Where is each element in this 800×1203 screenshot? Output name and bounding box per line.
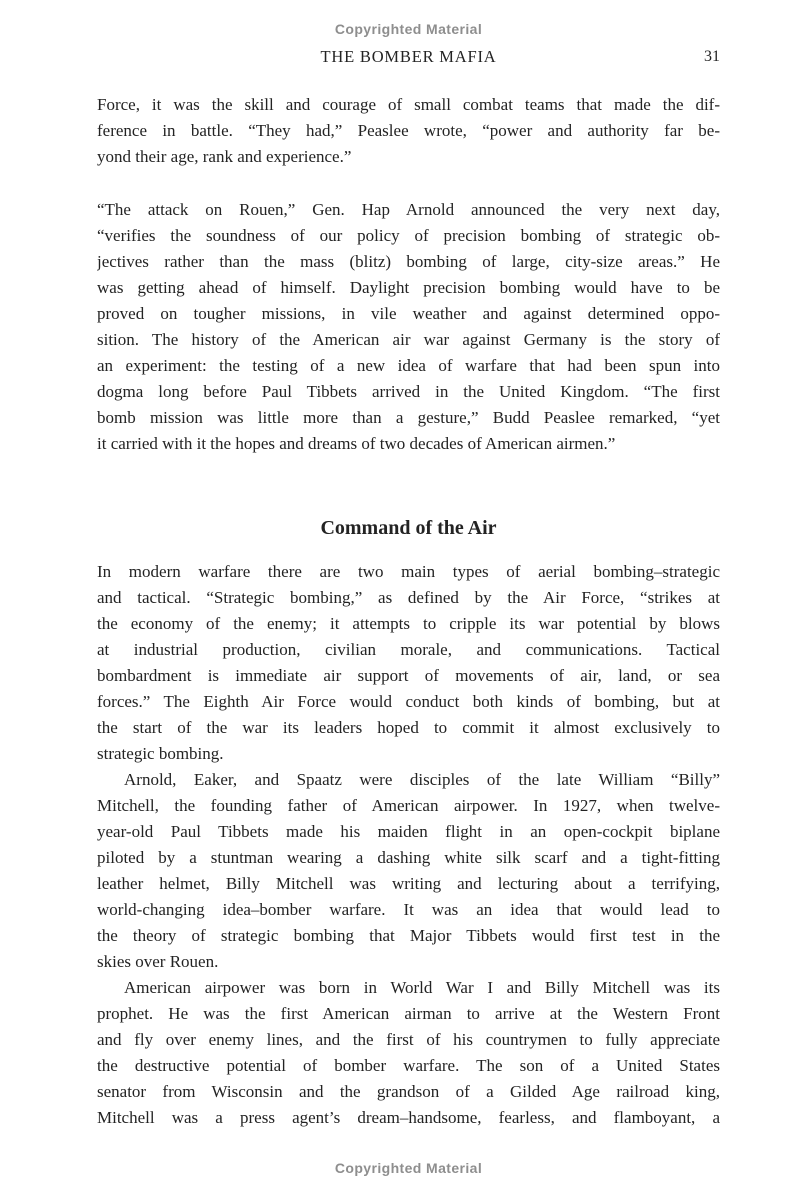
text-line: senator from Wisconsin and the grandson of a Gilded Age railroad king, xyxy=(97,1082,720,1101)
running-header-title: THE BOMBER MAFIA xyxy=(320,47,497,66)
text-line: American airpower was born in World War I and Billy Mitchell was its xyxy=(124,978,720,997)
text-line: ference in battle. “They had,” Peaslee wrote, “power and authority far be- xyxy=(97,121,720,140)
text-line: prophet. He was the first American airman to arrive at the Western Front xyxy=(97,1004,720,1023)
page-number: 31 xyxy=(704,48,720,65)
text-line: bombardment is immediate air support of movements of air, land, or sea xyxy=(97,666,720,685)
text-line: world-changing idea–bomber warfare. It was an idea that would lead to xyxy=(97,900,720,919)
text-line: sition. The history of the American air war against Germany is the story of xyxy=(97,330,720,349)
text-line: forces.” The Eighth Air Force would conduct both kinds of bombing, but at xyxy=(97,692,720,711)
text-line: piloted by a stuntman wearing a dashing white silk scarf and a tight-fitting xyxy=(97,848,720,867)
text-line: year-old Paul Tibbets made his maiden flight in an open-cockpit biplane xyxy=(97,822,720,841)
text-line: an experiment: the testing of a new idea of warfare that had been spun into xyxy=(97,356,720,375)
text-line: skies over Rouen. xyxy=(97,952,219,971)
text-line: the theory of strategic bombing that Major Tibbets would first test in the xyxy=(97,926,720,945)
text-line: strategic bombing. xyxy=(97,744,224,763)
para-modern-warfare xyxy=(97,559,720,767)
text-line: the economy of the enemy; it attempts to cripple its war potential by blows xyxy=(97,614,720,633)
watermark-top: Copyrighted Material xyxy=(334,21,483,37)
para-attack-on-rouen xyxy=(97,197,720,457)
text-line: was getting ahead of himself. Daylight precision bombing would have to be xyxy=(97,278,720,297)
text-line: the start of the war its leaders hoped to commit it almost exclusively to xyxy=(97,718,720,737)
page-body xyxy=(97,92,720,1131)
text-line: Force, it was the skill and courage of small combat teams that made the dif- xyxy=(97,95,720,114)
text-line: Arnold, Eaker, and Spaatz were disciples of the late William “Billy” xyxy=(124,770,720,789)
para-billy-mitchell-disciples xyxy=(97,767,720,975)
text-line: In modern warfare there are two main types of aerial bombing–strategic xyxy=(97,562,720,581)
para-american-airpower xyxy=(97,975,720,1131)
text-line: at industrial production, civilian morale, and communications. Tactical xyxy=(97,640,720,659)
text-line: “verifies the soundness of our policy of precision bombing of strategic ob- xyxy=(97,226,720,245)
text-line: Mitchell was a press agent’s dream–handsome, fearless, and flamboyant, a xyxy=(97,1108,720,1127)
text-line: “The attack on Rouen,” Gen. Hap Arnold announced the very next day, xyxy=(97,200,720,219)
text-line: Mitchell, the founding father of American airpower. In 1927, when twelve- xyxy=(97,796,720,815)
text-line: yond their age, rank and experience.” xyxy=(97,147,352,166)
watermark-bottom: Copyrighted Material xyxy=(334,1160,483,1176)
text-line: leather helmet, Billy Mitchell was writing and lecturing about a terrifying, xyxy=(97,874,720,893)
text-line: and tactical. “Strategic bombing,” as defined by the Air Force, “strikes at xyxy=(97,588,720,607)
text-line: it carried with it the hopes and dreams of two decades of American airmen.” xyxy=(97,434,616,453)
text-line: and fly over enemy lines, and the first of his countrymen to fully appreciate xyxy=(97,1030,720,1049)
text-line: the destructive potential of bomber warfare. The son of a United States xyxy=(97,1056,720,1075)
text-line: dogma long before Paul Tibbets arrived in the United Kingdom. “The first xyxy=(97,382,720,401)
running-header xyxy=(97,46,720,68)
text-line: jectives rather than the mass (blitz) bombing of large, city-size areas.” He xyxy=(97,252,720,271)
text-line: proved on tougher missions, in vile weather and against determined oppo- xyxy=(97,304,720,323)
section-heading-command-of-the-air: Command of the Air xyxy=(320,517,497,539)
text-line: bomb mission was little more than a gesture,” Budd Peaslee remarked, “yet xyxy=(97,408,720,427)
para-continued-from-previous-page xyxy=(97,92,720,170)
